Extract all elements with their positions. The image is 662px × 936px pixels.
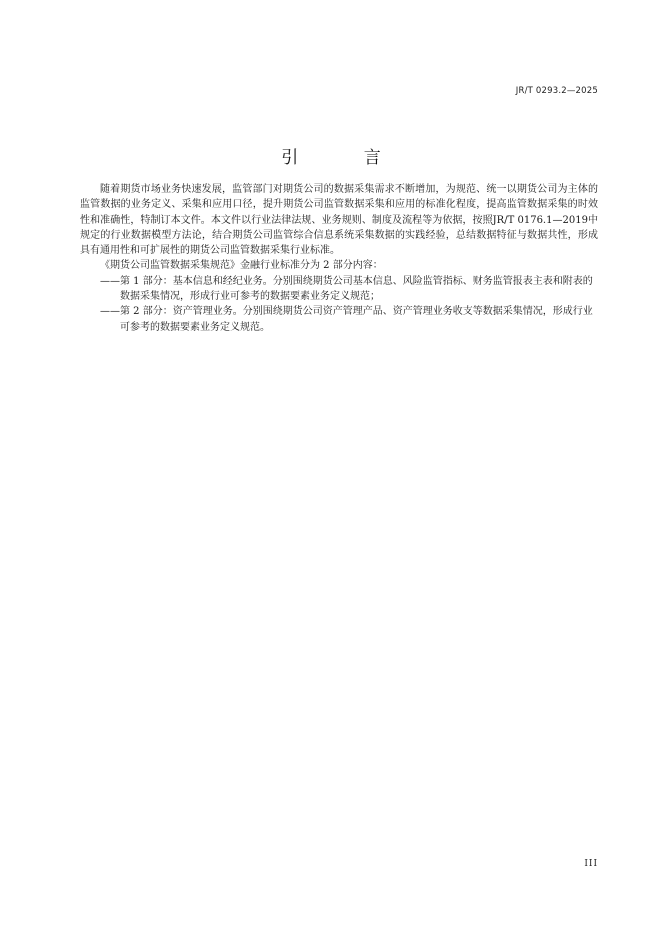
parts-intro: 《期货公司监管数据采集规范》金融行业标准分为 2 部分内容：	[100, 260, 383, 272]
page-number: III	[584, 859, 598, 869]
page-title: 引 言	[281, 148, 411, 168]
part-1-item: ——第 1 部分：基本信息和经纪业务。分别围绕期货公司基本信息、风险监管指标、财务监管报表主表和附表的数据采集情况，形成行业可参考的数据要素业务定义规范；	[100, 275, 593, 303]
intro-paragraph: 随着期货市场业务快速发展，监管部门对期货公司的数据采集需求不断增加，为规范、统一以期货公司为主体的监管数据的业务定义、采集和应用口径，提升期货公司监管数据采集和应用的标准化程度，提高监管数据采集的时效性和准确性，特制订本文件。本文件以行业法律法规、业务规则、制度及流程等为依据，按照JR/T 0176.1—2019中规定的行业数据模型方法论，结合期货公司监管综合信息系统采集数据的实践经验，总结数据特征与数据共性，形成具有通用性和可扩展性的期货公司监管数据采集行业标准。	[80, 184, 598, 257]
document-body	[80, 182, 598, 335]
standard-code: JR/T 0293.2—2025	[515, 86, 598, 96]
part-2-item: ——第 2 部分：资产管理业务。分别围绕期货公司资产管理产品、资产管理业务收支等数据采集情况，形成行业可参考的数据要素业务定义规范。	[100, 306, 593, 333]
